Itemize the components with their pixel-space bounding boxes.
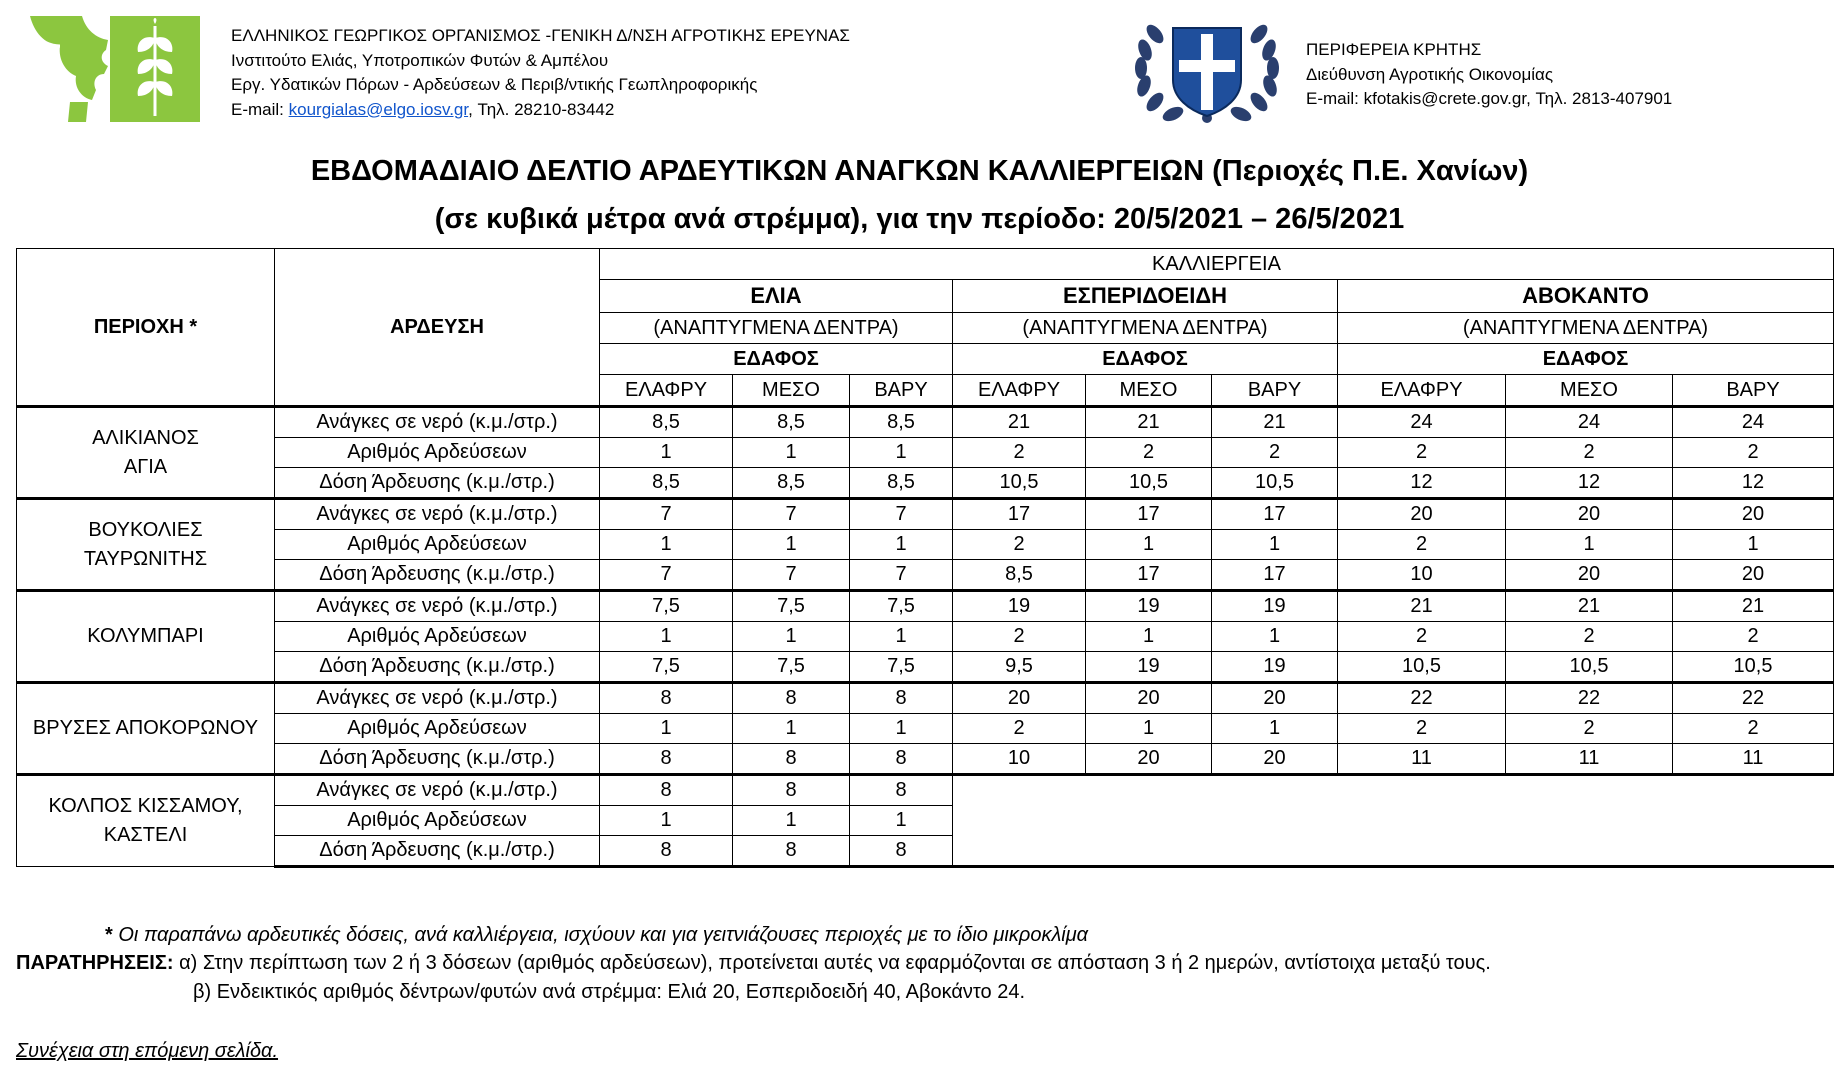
value-cell: 1 [1506, 530, 1673, 560]
value-cell: 8 [600, 683, 733, 714]
value-cell: 19 [1086, 652, 1212, 683]
value-cell: 10 [953, 744, 1086, 775]
value-cell: 8 [850, 836, 953, 867]
value-cell: 22 [1338, 683, 1506, 714]
value-cell: 20 [1212, 683, 1338, 714]
region-name-line: ΚΟΛΥΜΠΑΡΙ [87, 625, 204, 647]
header-right-line: ΠΕΡΙΦΕΡΕΙΑ ΚΡΗΤΗΣ [1306, 40, 1482, 59]
irrigation-row-label: Ανάγκες σε νερό (κ.μ./στρ.) [275, 499, 600, 530]
remark-b: β) Ενδεικτικός αριθμός δέντρων/φυτών ανά στρέμμα: Ελιά 20, Εσπεριδοειδή 40, Αβοκάντο 24. [193, 981, 1026, 1003]
value-cell: 7,5 [600, 652, 733, 683]
irrigation-row-label: Δόση Άρδευσης (κ.μ./στρ.) [275, 652, 600, 683]
irrigation-table [16, 248, 1834, 868]
empty-cell [1506, 836, 1673, 867]
soil-type-medium: ΜΕΣΟ [1086, 375, 1212, 407]
header-right-text [1306, 38, 1672, 112]
email-link[interactable]: kourgialas@elgo.iosv.gr [288, 99, 469, 119]
crops-header: ΚΑΛΛΙΕΡΓΕΙΑ [600, 249, 1834, 280]
value-cell: 21 [953, 407, 1086, 438]
table-row [17, 499, 1834, 530]
value-cell: 8 [733, 683, 850, 714]
value-cell: 7,5 [600, 591, 733, 622]
region-name-line: ΒΟΥΚΟΛΙΕΣ [88, 518, 203, 541]
remarks-label: ΠΑΡΑΤΗΡΗΣΕΙΣ: [16, 952, 174, 974]
value-cell: 21 [1086, 407, 1212, 438]
value-cell: 10,5 [1338, 652, 1506, 683]
value-cell: 1 [1086, 622, 1212, 652]
empty-cell [1506, 806, 1673, 836]
irrigation-row-label: Δόση Άρδευσης (κ.μ./στρ.) [275, 836, 600, 867]
value-cell: 1 [733, 714, 850, 744]
empty-cell [1506, 775, 1673, 806]
value-cell: 7,5 [850, 652, 953, 683]
irrigation-row-label: Δόση Άρδευσης (κ.μ./στρ.) [275, 744, 600, 775]
value-cell: 2 [1338, 530, 1506, 560]
remark-a: α) Στην περίπτωση των 2 ή 3 δόσεων (αριθμός αρδεύσεων), προτείνεται αυτές να εφαρμόζονται σε απόσταση 3 ή 2 ημερών, αντίστοιχα μεταξύ τους. [173, 952, 1491, 974]
continuation-note: Συνέχεια στη επόμενη σελίδα. [16, 1040, 279, 1062]
value-cell: 1 [850, 714, 953, 744]
elgo-logo-icon [30, 16, 200, 122]
value-cell: 8 [600, 836, 733, 867]
empty-cell [1212, 806, 1338, 836]
region-name [17, 683, 275, 775]
table-row [17, 836, 1834, 867]
table-row [17, 622, 1834, 652]
value-cell: 2 [1338, 714, 1506, 744]
soil-header-avocado: ΕΔΑΦΟΣ [1338, 344, 1834, 375]
column-header-region: ΠΕΡΙΟΧΗ * [17, 249, 275, 407]
value-cell: 1 [850, 622, 953, 652]
value-cell: 8,5 [850, 407, 953, 438]
value-cell: 12 [1506, 468, 1673, 499]
region-name-line: ΤΑΥΡΩΝΙΤΗΣ [83, 547, 208, 570]
irrigation-row-label: Αριθμός Αρδεύσεων [275, 530, 600, 560]
soil-type-light: ΕΛΑΦΡΥ [953, 375, 1086, 407]
value-cell: 20 [1506, 560, 1673, 591]
irrigation-row-label: Αριθμός Αρδεύσεων [275, 806, 600, 836]
soil-type-heavy: ΒΑΡΥ [1673, 375, 1834, 407]
value-cell: 2 [1673, 622, 1834, 652]
value-cell: 10,5 [1506, 652, 1673, 683]
crop-sub-avocado: (ΑΝΑΠΤΥΓΜΕΝΑ ΔΕΝΤΡΑ) [1338, 313, 1834, 344]
value-cell: 2 [1212, 438, 1338, 468]
value-cell: 9,5 [953, 652, 1086, 683]
value-cell: 20 [1086, 683, 1212, 714]
value-cell: 2 [1506, 438, 1673, 468]
value-cell: 8 [600, 775, 733, 806]
irrigation-row-label: Αριθμός Αρδεύσεων [275, 714, 600, 744]
soil-type-light: ΕΛΑΦΡΥ [600, 375, 733, 407]
value-cell: 8 [733, 775, 850, 806]
value-cell: 19 [1212, 652, 1338, 683]
value-cell: 1 [1086, 530, 1212, 560]
footnote-text: Οι παραπάνω αρδευτικές δόσεις, ανά καλλιέργεια, ισχύουν και για γειτνιάζουσες περιοχές με το ίδιο μικροκλίμα [112, 924, 1089, 946]
irrigation-row-label: Ανάγκες σε νερό (κ.μ./στρ.) [275, 683, 600, 714]
header-left-text [231, 24, 850, 122]
header-left-contact [231, 98, 850, 123]
email-label: E-mail: [231, 99, 289, 119]
value-cell: 10,5 [1212, 468, 1338, 499]
region-name [17, 775, 275, 867]
value-cell: 10,5 [1673, 652, 1834, 683]
crop-sub-citrus: (ΑΝΑΠΤΥΓΜΕΝΑ ΔΕΝΤΡΑ) [953, 313, 1338, 344]
soil-header-olive: ΕΔΑΦΟΣ [600, 344, 953, 375]
header-right-line: Διεύθυνση Αγροτικής Οικονομίας [1306, 64, 1554, 84]
irrigation-row-label: Ανάγκες σε νερό (κ.μ./στρ.) [275, 775, 600, 806]
empty-cell [1338, 775, 1506, 806]
irrigation-row-label: Αριθμός Αρδεύσεων [275, 438, 600, 468]
region-name-line: ΒΡΥΣΕΣ ΑΠΟΚΟΡΩΝΟΥ [32, 717, 259, 739]
value-cell: 8 [850, 683, 953, 714]
soil-type-light: ΕΛΑΦΡΥ [1338, 375, 1506, 407]
remark-a-line [16, 952, 1491, 975]
empty-cell [1086, 836, 1212, 867]
table-row [17, 775, 1834, 806]
region-name-line: ΑΓΙΑ [123, 455, 168, 478]
region-name [17, 407, 275, 499]
value-cell: 20 [1212, 744, 1338, 775]
soil-type-medium: ΜΕΣΟ [1506, 375, 1673, 407]
value-cell: 22 [1673, 683, 1834, 714]
empty-cell [1338, 836, 1506, 867]
irrigation-row-label: Δόση Άρδευσης (κ.μ./στρ.) [275, 468, 600, 499]
value-cell: 1 [1212, 714, 1338, 744]
value-cell: 21 [1338, 591, 1506, 622]
empty-cell [1212, 836, 1338, 867]
document-title: ΕΒΔΟΜΑΔΙΑΙΟ ΔΕΛΤΙΟ ΑΡΔΕΥΤΙΚΩΝ ΑΝΑΓΚΩΝ ΚΑΛΛΙΕΡΓΕΙΩΝ (Περιοχές Π.Ε. Χανίων) [310, 155, 1529, 187]
value-cell: 7 [733, 499, 850, 530]
greek-emblem-icon [1133, 14, 1281, 124]
empty-cell [1673, 836, 1834, 867]
value-cell: 17 [1086, 560, 1212, 591]
value-cell: 8,5 [850, 468, 953, 499]
region-name [17, 591, 275, 683]
value-cell: 2 [1673, 438, 1834, 468]
value-cell: 11 [1338, 744, 1506, 775]
value-cell: 8,5 [733, 468, 850, 499]
value-cell: 1 [733, 530, 850, 560]
irrigation-row-label: Αριθμός Αρδεύσεων [275, 622, 600, 652]
value-cell: 1 [733, 438, 850, 468]
value-cell: 12 [1338, 468, 1506, 499]
value-cell: 1 [600, 714, 733, 744]
empty-cell [953, 775, 1086, 806]
document-subtitle: (σε κυβικά μέτρα ανά στρέμμα), για την περίοδο: 20/5/2021 – 26/5/2021 [434, 203, 1405, 235]
value-cell: 7,5 [733, 591, 850, 622]
header-left-line: Εργ. Υδατικών Πόρων - Αρδεύσεων & Περιβ/ντικής Γεωπληροφορικής [231, 75, 758, 94]
table-row [17, 530, 1834, 560]
empty-cell [1338, 806, 1506, 836]
table-row [17, 714, 1834, 744]
value-cell: 1 [600, 530, 733, 560]
value-cell: 20 [1673, 560, 1834, 591]
irrigation-row-label: Ανάγκες σε νερό (κ.μ./στρ.) [275, 591, 600, 622]
value-cell: 1 [850, 530, 953, 560]
value-cell: 2 [953, 530, 1086, 560]
value-cell: 2 [953, 714, 1086, 744]
soil-header-citrus: ΕΔΑΦΟΣ [953, 344, 1338, 375]
value-cell: 11 [1506, 744, 1673, 775]
value-cell: 1 [1673, 530, 1834, 560]
value-cell: 10,5 [953, 468, 1086, 499]
value-cell: 7 [850, 499, 953, 530]
value-cell: 2 [953, 438, 1086, 468]
value-cell: 20 [953, 683, 1086, 714]
value-cell: 8 [850, 744, 953, 775]
header-right-line: E-mail: kfotakis@crete.gov.gr, Τηλ. 2813-407901 [1306, 89, 1673, 108]
value-cell: 1 [600, 622, 733, 652]
value-cell: 19 [1212, 591, 1338, 622]
value-cell: 1 [1086, 714, 1212, 744]
soil-type-heavy: ΒΑΡΥ [850, 375, 953, 407]
value-cell: 1 [600, 806, 733, 836]
value-cell: 21 [1506, 591, 1673, 622]
value-cell: 21 [1673, 591, 1834, 622]
value-cell: 8 [733, 836, 850, 867]
value-cell: 7 [600, 560, 733, 591]
value-cell: 1 [733, 806, 850, 836]
soil-type-heavy: ΒΑΡΥ [1212, 375, 1338, 407]
value-cell: 7 [733, 560, 850, 591]
value-cell: 2 [1338, 438, 1506, 468]
value-cell: 21 [1212, 407, 1338, 438]
value-cell: 8 [850, 775, 953, 806]
value-cell: 2 [1086, 438, 1212, 468]
value-cell: 24 [1338, 407, 1506, 438]
value-cell: 8 [600, 744, 733, 775]
column-header-irrigation: ΑΡΔΕΥΣΗ [275, 249, 600, 407]
empty-cell [1673, 775, 1834, 806]
header-left-line: ΕΛΛΗΝΙΚΟΣ ΓΕΩΡΓΙΚΟΣ ΟΡΓΑΝΙΣΜΟΣ -ΓΕΝΙΚΗ Δ/ΝΣΗ ΑΓΡΟΤΙΚΗΣ ΕΡΕΥΝΑΣ [231, 26, 850, 45]
table-row [17, 683, 1834, 714]
value-cell: 22 [1506, 683, 1673, 714]
value-cell: 1 [1212, 622, 1338, 652]
value-cell: 20 [1506, 499, 1673, 530]
value-cell: 19 [953, 591, 1086, 622]
value-cell: 24 [1673, 407, 1834, 438]
table-row [17, 407, 1834, 438]
value-cell: 2 [953, 622, 1086, 652]
crop-name-olive: ΕΛΙΑ [600, 280, 953, 313]
value-cell: 17 [953, 499, 1086, 530]
value-cell: 20 [1338, 499, 1506, 530]
value-cell: 20 [1673, 499, 1834, 530]
soil-type-medium: ΜΕΣΟ [733, 375, 850, 407]
value-cell: 8,5 [733, 407, 850, 438]
value-cell: 8 [733, 744, 850, 775]
value-cell: 10 [1338, 560, 1506, 591]
value-cell: 2 [1673, 714, 1834, 744]
empty-cell [953, 806, 1086, 836]
value-cell: 12 [1673, 468, 1834, 499]
value-cell: 7,5 [850, 591, 953, 622]
irrigation-row-label: Ανάγκες σε νερό (κ.μ./στρ.) [275, 407, 600, 438]
table-row [17, 468, 1834, 499]
region-name [17, 499, 275, 591]
value-cell: 11 [1673, 744, 1834, 775]
region-name-line: ΚΑΣΤΕΛΙ [103, 824, 188, 846]
value-cell: 17 [1212, 560, 1338, 591]
footnote-star: * [105, 924, 113, 946]
value-cell: 2 [1506, 714, 1673, 744]
value-cell: 20 [1086, 744, 1212, 775]
value-cell: 1 [850, 438, 953, 468]
table-row [17, 591, 1834, 622]
irrigation-row-label: Δόση Άρδευσης (κ.μ./στρ.) [275, 560, 600, 591]
value-cell: 1 [1212, 530, 1338, 560]
empty-cell [1086, 775, 1212, 806]
table-row [17, 744, 1834, 775]
empty-cell [1212, 775, 1338, 806]
value-cell: 7 [850, 560, 953, 591]
footnote [105, 924, 1088, 947]
value-cell: 17 [1086, 499, 1212, 530]
value-cell: 24 [1506, 407, 1673, 438]
value-cell: 7,5 [733, 652, 850, 683]
value-cell: 17 [1212, 499, 1338, 530]
empty-cell [1086, 806, 1212, 836]
table-row [17, 806, 1834, 836]
value-cell: 8,5 [600, 407, 733, 438]
phone-text: , Τηλ. 28210-83442 [468, 99, 615, 119]
value-cell: 8,5 [953, 560, 1086, 591]
value-cell: 7 [600, 499, 733, 530]
value-cell: 2 [1506, 622, 1673, 652]
table-row [17, 560, 1834, 591]
value-cell: 1 [733, 622, 850, 652]
crop-name-avocado: ΑΒΟΚΑΝΤΟ [1338, 280, 1834, 313]
table-row [17, 652, 1834, 683]
table-row [17, 438, 1834, 468]
empty-cell [1673, 806, 1834, 836]
value-cell: 1 [850, 806, 953, 836]
region-name-line: ΑΛΙΚΙΑΝΟΣ [92, 426, 199, 449]
header-left-line: Ινστιτούτο Ελιάς, Υποτροπικών Φυτών & Αμπέλου [231, 50, 609, 70]
value-cell: 10,5 [1086, 468, 1212, 499]
region-name-line: ΚΟΛΠΟΣ ΚΙΣΣΑΜΟΥ, [48, 795, 243, 817]
value-cell: 2 [1338, 622, 1506, 652]
value-cell: 19 [1086, 591, 1212, 622]
crop-name-citrus: ΕΣΠΕΡΙΔΟΕΙΔΗ [953, 280, 1338, 313]
empty-cell [953, 836, 1086, 867]
crop-sub-olive: (ΑΝΑΠΤΥΓΜΕΝΑ ΔΕΝΤΡΑ) [600, 313, 953, 344]
value-cell: 8,5 [600, 468, 733, 499]
value-cell: 1 [600, 438, 733, 468]
